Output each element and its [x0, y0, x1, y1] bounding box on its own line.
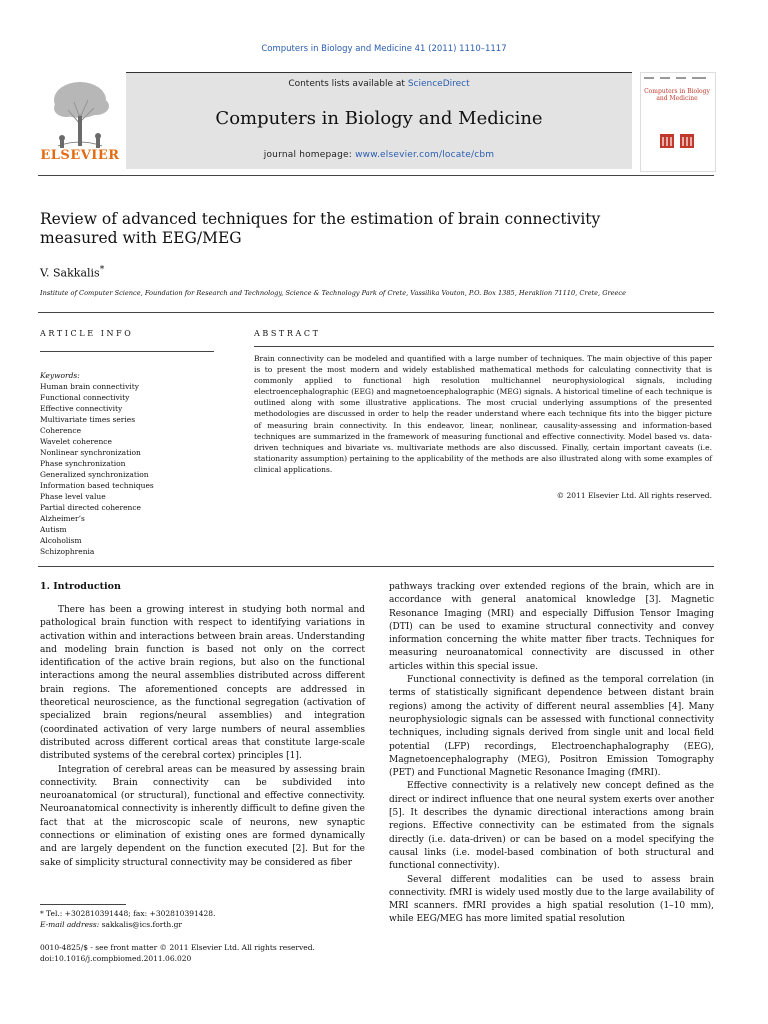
author-name[interactable]: V. Sakkalis	[40, 266, 100, 280]
journal-cover-thumbnail[interactable]	[640, 72, 716, 172]
cover-illustration	[658, 130, 696, 150]
footnote-tel: * Tel.: +302810391448; fax: +302810391428.	[40, 909, 216, 918]
journal-reference-link[interactable]: Computers in Biology and Medicine 41 (2011) 1110–1117	[261, 44, 507, 54]
sciencedirect-link[interactable]: ScienceDirect	[407, 79, 470, 89]
keywords-label: Keywords:	[40, 371, 80, 380]
body-column-right	[389, 581, 714, 927]
homepage-prefix: journal homepage:	[263, 150, 356, 160]
keyword-item: Nonlinear synchronization	[40, 448, 141, 457]
body-paragraph: pathways tracking over extended regions of the brain, which are in accordance with general anatomical knowledge [3]. Magnetic Resonance Imaging (MRI) and especially Diffusion Tensor Imaging (DTI) can be used to examine structural connectivity and convey information concerning the white matter fiber tracts. Techniques for measuring neuroanatomical connectivity are discussed in other articles within this special issue.	[389, 582, 714, 672]
footnote-email-line	[40, 919, 370, 930]
keyword-item: Effective connectivity	[40, 404, 123, 413]
keyword-item: Multivariate times series	[40, 415, 136, 424]
email-label: E-mail address:	[40, 920, 100, 929]
article-title: Review of advanced techniques for the estimation of brain connectivity measured with EEG/MEG	[40, 210, 601, 247]
keyword-item: Phase level value	[40, 492, 106, 501]
keyword-item: Human brain connectivity	[40, 382, 139, 391]
publisher-wordmark: ELSEVIER	[40, 148, 120, 163]
contents-available-line	[126, 79, 632, 89]
abstract-heading: ABSTRACT	[254, 329, 321, 338]
front-matter-bottom-divider	[38, 566, 714, 567]
article-info-heading: ARTICLE INFO	[40, 329, 134, 338]
keyword-item: Information based techniques	[40, 481, 154, 490]
keyword-item: Wavelet coherence	[40, 437, 112, 446]
front-matter-notice: 0010-4825/$ - see front matter © 2011 Elsevier Ltd. All rights reserved.	[40, 943, 315, 952]
author-footnote-mark[interactable]: *	[99, 264, 105, 275]
abstract-rule	[254, 346, 714, 347]
keyword-item: Phase synchronization	[40, 459, 126, 468]
body-paragraph: Effective connectivity is a relatively new concept defined as the direct or indirect influence that one neural system exerts over another [5]. It describes the dynamic directional interactions among brain regions. Effective connectivity can be estimated from the signals directly (i.e. data-driven) or can be based on a model specifying the causal links (i.e. model-based combination of both structural and functional connectivity).	[389, 781, 714, 872]
article-info-rule	[40, 351, 214, 352]
issn-block	[40, 942, 370, 964]
doi-link[interactable]: doi:10.1016/j.compbiomed.2011.06.020	[40, 954, 192, 963]
abstract-text: Brain connectivity can be modeled and quantified with a large number of techniques. The main objective of this paper is to present the most modern and widely established mathematical methods for calculating connectivity that is commonly applied to functional high resolution multichannel neurophysiological signals, including electroencephalographic (EEG) and magnetoencephalographic (MEG) signals. A historical timeline of each technique is outlined along with some illustrative applications. The most crucial underlying assumptions of the presented methodologies are discussed in order to help the reader understand where each technique fits into the bigger picture of measuring brain connectivity. In this endeavor, linear, nonlinear, causality-assessing and information-based techniques are summarized in the framework of measuring functional and effective connectivity. Model based vs. data-driven techniques and bivariate vs. multivariate methods are also discussed. Finally, certain important caveats (i.e. stationarity assumption) pertaining to the applicability of the methods are also illustrated along with some examples of clinical applications.	[254, 354, 712, 474]
abstract-copyright: © 2011 Elsevier Ltd. All rights reserved.	[556, 491, 712, 500]
keyword-item: Alcoholism	[40, 536, 82, 545]
cover-header-strip	[642, 75, 712, 81]
header-divider	[38, 175, 714, 176]
journal-homepage-line	[126, 150, 632, 160]
author-line	[40, 264, 104, 280]
body-paragraph: Several different modalities can be used to assess brain connectivity. fMRI is widely used mostly due to the large availability of MRI scanners. fMRI provides a high spatial resolution (1–10 mm), while EEG/MEG has more limited spatial resolution	[389, 874, 714, 925]
footnote-rule	[40, 904, 126, 905]
introduction-heading: 1. Introduction	[40, 581, 121, 592]
front-matter-divider	[38, 312, 714, 313]
journal-homepage-link[interactable]: www.elsevier.com/locate/cbm	[355, 150, 495, 160]
body-paragraph: Functional connectivity is defined as the temporal correlation (in terms of statistically significant dependence between distant brain regions) among the activity of different neural assemblies [4]. Many neurophysiologic signals can be assessed with functional connectivity techniques, including signals derived from single unit and local field potential (LFP) recordings, Electroenchaphalography (EEG), Magnetoencephalography (MEG), Positron Emission Tomography (PET) and Functional Magnetic Resonance Imaging (fMRI).	[389, 675, 714, 779]
body-column-left	[40, 604, 365, 870]
cover-journal-title: Computers in Biology and Medicine	[644, 88, 710, 102]
keyword-item: Alzheimer’s	[40, 514, 85, 523]
keyword-item: Schizophrenia	[40, 547, 95, 556]
keyword-item: Autism	[40, 525, 67, 534]
footnotes	[40, 908, 370, 930]
keyword-item: Functional connectivity	[40, 393, 130, 402]
keyword-item: Partial directed coherence	[40, 503, 141, 512]
keyword-item: Coherence	[40, 426, 82, 435]
body-paragraph: Integration of cerebral areas can be measured by assessing brain connectivity. Brain connectivity can be subdivided into neuroanatomical (or structural), functional and effective connectivity. Neuroanatomical connectivity is inherently difficult to define given the fact that at the microscopic scale of neurons, new synaptic connections or elimination of existing ones are formed dynamically and are largely dependent on the function executed [2]. But for the sake of simplicity structural connectivity may be considered as fiber	[40, 764, 365, 868]
journal-title: Computers in Biology and Medicine	[215, 108, 543, 129]
author-affiliation: Institute of Computer Science, Foundation for Research and Technology, Science & Technology Park of Crete, Vassilika Vouton, P.O. Box 1385, Heraklion 71110, Crete, Greece	[40, 289, 627, 297]
email-address-link[interactable]: sakkalis@ics.forth.gr	[99, 920, 182, 929]
body-paragraph: There has been a growing interest in studying both normal and pathological brain function with respect to identifying variations in activation within and interactions between brain areas. Understanding and modeling brain function is based not only on the correct identification of the active brain regions, but also on the functional interactions among the neural assemblies distributed across different brain regions. The aforementioned concepts are addressed in theoretical neuroscience, as the functional segregation (activation of specialized brain regions/neural assemblies) and integration (coordinated activation of very large numbers of neural assemblies distributed across different cortical areas that constitute large-scale distributed systems of the cerebral cortex) principles [1].	[40, 605, 365, 762]
keywords-block	[40, 370, 220, 557]
keyword-item: Generalized synchronization	[40, 470, 149, 479]
contents-prefix: Contents lists available at	[288, 79, 408, 89]
